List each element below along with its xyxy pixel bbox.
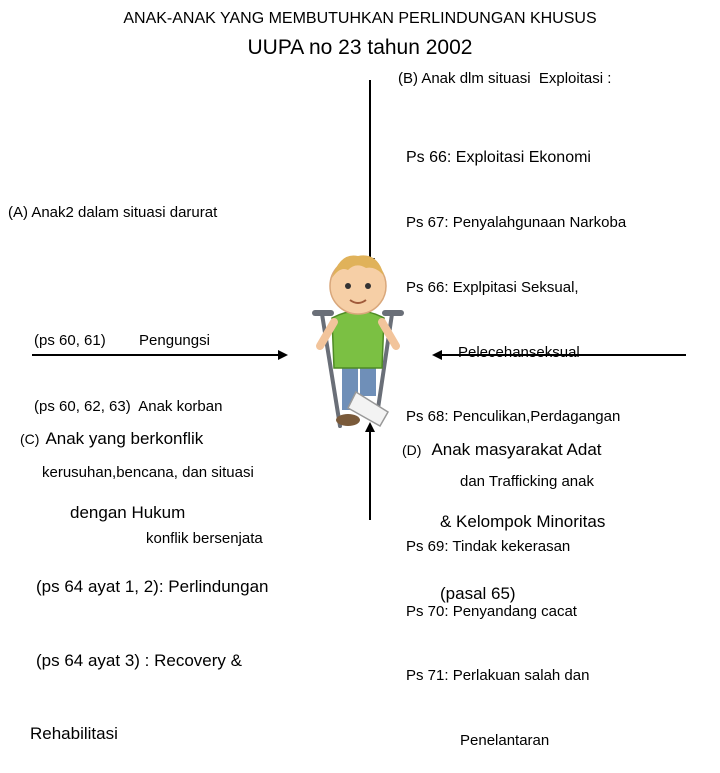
section-a-line: (ps 60, 61) Pengungsi bbox=[34, 332, 210, 349]
page-title: ANAK-ANAK YANG MEMBUTUHKAN PERLINDUNGAN KHUSUS bbox=[123, 10, 597, 27]
section-d-line: & Kelompok Minoritas bbox=[440, 512, 606, 531]
section-d-line: (pasal 65) bbox=[440, 584, 516, 603]
section-b-item: Ps 68: Penculikan,Perdagangan bbox=[406, 408, 621, 426]
section-b-heading: (B) Anak dlm situasi Exploitasi : bbox=[398, 70, 612, 87]
section-a-line: konflik bersenjata bbox=[146, 530, 263, 547]
section-b-item: Ps 70: Penyandang cacat bbox=[406, 602, 577, 620]
child-with-crutches-illustration bbox=[296, 222, 420, 434]
section-b-item: Penelantaran bbox=[460, 732, 550, 750]
section-a-line: (ps 60, 62, 63) Anak korban bbox=[34, 398, 223, 415]
section-a-line: kerusuhan,bencana, dan situasi bbox=[42, 464, 254, 481]
section-d-label: (D) bbox=[402, 442, 422, 458]
section-c-label: (C) bbox=[20, 431, 40, 448]
section-b-item: Ps 67: Penyalahgunaan Narkoba bbox=[406, 213, 627, 231]
page-subtitle: UUPA no 23 tahun 2002 bbox=[247, 36, 473, 59]
section-c-line: (ps 64 ayat 3) : Recovery & bbox=[36, 650, 242, 670]
section-b-item: Ps 66: Explpitasi Seksual, bbox=[406, 278, 579, 296]
section-b-item: Ps 66: Exploitasi Ekonomi bbox=[406, 149, 591, 167]
section-b-item: Ps 71: Perlakuan salah dan bbox=[406, 667, 590, 685]
section-c-line: Rehabilitasi bbox=[30, 724, 118, 744]
section-c-line: (ps 64 ayat 1, 2): Perlindungan bbox=[36, 576, 269, 596]
section-c-line: dengan Hukum bbox=[70, 502, 186, 522]
section-a-heading: (A) Anak2 dalam situasi darurat bbox=[8, 204, 218, 221]
section-b-item: dan Trafficking anak bbox=[460, 473, 594, 491]
section-d-line: Anak masyarakat Adat bbox=[431, 440, 602, 459]
section-b-item: Ps 69: Tindak kekerasan bbox=[406, 537, 571, 555]
section-c-line: Anak yang berkonflik bbox=[45, 429, 204, 449]
section-b-item: Pelecehanseksual bbox=[458, 343, 580, 361]
